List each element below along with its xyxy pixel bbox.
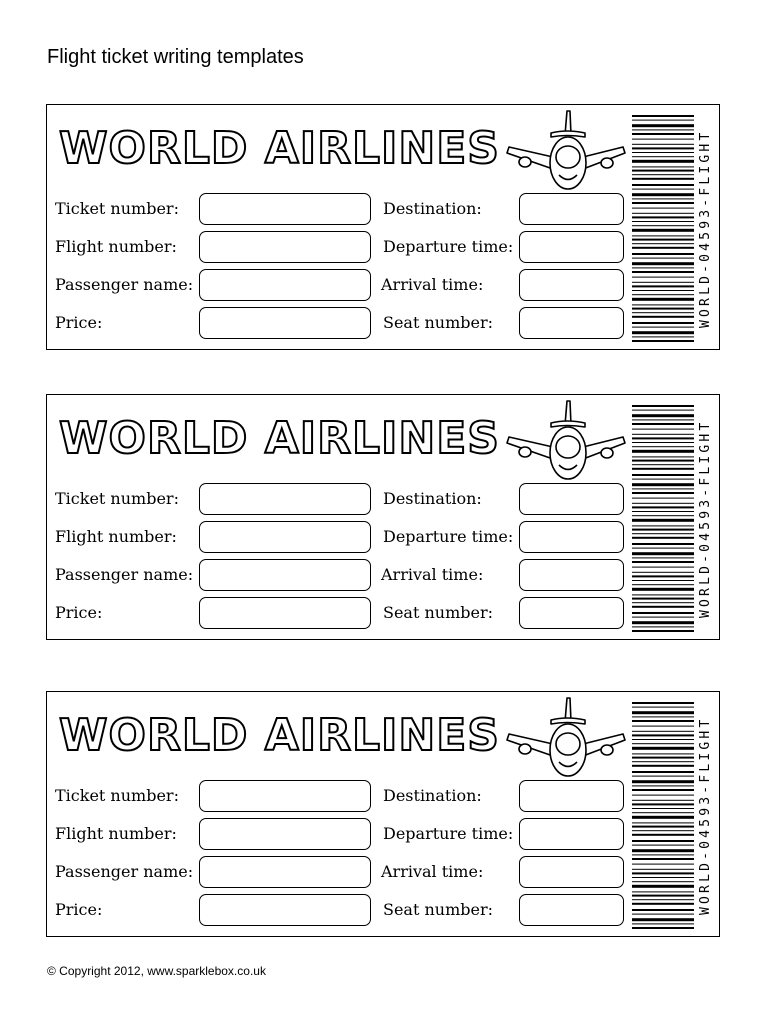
barcode-bar (632, 795, 694, 796)
barcode-bar (632, 322, 694, 324)
barcode-bar (632, 529, 694, 531)
barcode-bar (632, 410, 694, 411)
barcode-bar (632, 450, 694, 453)
barcode-bar (632, 739, 694, 740)
barcode-bar (632, 492, 694, 494)
ticket-input-right[interactable] (519, 521, 624, 553)
barcode-bar (632, 133, 694, 135)
barcode-bar (632, 537, 694, 539)
barcode-bar (632, 511, 694, 512)
barcode-bar (632, 702, 694, 704)
ticket-input-right[interactable] (519, 269, 624, 301)
ticket-input-left[interactable] (199, 231, 371, 263)
barcode-bar (632, 405, 694, 407)
barcode-bar (632, 533, 694, 534)
barcode-bar (632, 202, 694, 204)
cartoon-airplane-icon (503, 397, 627, 481)
flight-ticket (46, 691, 720, 937)
ticket-input-left[interactable] (199, 483, 371, 515)
ticket-input-left[interactable] (199, 521, 371, 553)
field-label: Seat number: (383, 900, 494, 919)
barcode-bar (632, 282, 694, 283)
barcode-bar (632, 594, 694, 595)
barcode-bar (632, 243, 694, 244)
barcode-bar (632, 213, 694, 214)
ticket-input-right[interactable] (519, 483, 624, 515)
ticket-input-right[interactable] (519, 193, 624, 225)
barcode-bar (632, 726, 694, 727)
barcode-bar (632, 707, 694, 708)
barcode-bar (632, 761, 694, 762)
barcode-bar (632, 872, 694, 874)
barcode-bar (632, 308, 694, 310)
barcode-bar (632, 483, 694, 486)
field-label: Ticket number: (55, 199, 179, 218)
field-label: Destination: (383, 786, 482, 805)
ticket-input-right[interactable] (519, 780, 624, 812)
barcode-bar (632, 711, 694, 714)
barcode-bar (632, 267, 694, 268)
barcode-bar (632, 567, 694, 568)
barcode-bar (632, 747, 694, 750)
barcode-bar (632, 239, 694, 241)
barcode-bar (632, 822, 694, 823)
flight-ticket (46, 104, 720, 350)
barcode-bar (632, 780, 694, 783)
barcode-bar (632, 602, 694, 603)
barcode-bar (632, 731, 694, 732)
barcode-bar (632, 298, 694, 301)
barcode-bar (632, 216, 694, 218)
barcode-bar (632, 927, 694, 929)
barcode-bar (632, 626, 694, 627)
barcode-bar (632, 304, 694, 305)
barcode-bar (632, 858, 694, 860)
barcode-bar (632, 557, 694, 558)
airline-name: WORLD AIRLINES (59, 710, 500, 761)
page-title: Flight ticket writing templates (47, 46, 304, 68)
field-label: Price: (55, 900, 103, 919)
barcode-bar (632, 423, 694, 425)
barcode-bar (632, 765, 694, 767)
barcode-bar (632, 776, 694, 777)
barcode-bar (632, 156, 694, 157)
barcode-bar (632, 869, 694, 870)
barcode-bar (632, 612, 694, 614)
barcode-bar (632, 816, 694, 819)
barcode-bar (632, 115, 694, 117)
barcode-bar (632, 271, 694, 273)
barcode-bar (632, 160, 694, 163)
barcode-bar (632, 312, 694, 313)
ticket-input-left[interactable] (199, 559, 371, 591)
barcode-bar (632, 229, 694, 232)
field-label: Arrival time: (381, 565, 484, 584)
barcode-bar (632, 845, 694, 846)
flight-ticket (46, 394, 720, 640)
field-label: Arrival time: (381, 862, 484, 881)
field-label: Passenger name: (55, 862, 194, 881)
barcode-bar (632, 840, 694, 842)
barcode-text: WORLD-04593-FLIGHT (698, 716, 713, 916)
barcode-bar (632, 262, 694, 265)
barcode-bar (632, 598, 694, 600)
barcode-bar (632, 881, 694, 882)
barcode-bar (632, 830, 694, 831)
ticket-input-right[interactable] (519, 597, 624, 629)
cartoon-airplane-icon (503, 694, 627, 778)
barcode-bar (632, 909, 694, 911)
field-label: Ticket number: (55, 489, 179, 508)
barcode-bar (632, 895, 694, 897)
ticket-input-right[interactable] (519, 307, 624, 339)
barcode-bar (632, 525, 694, 526)
barcode-bar (632, 548, 694, 549)
barcode-bar (632, 488, 694, 489)
field-label: Departure time: (383, 527, 514, 546)
barcode-bar (632, 515, 694, 516)
barcode-bar (632, 221, 694, 222)
barcode-bar (632, 198, 694, 199)
barcode-bar (632, 147, 694, 149)
barcode-bar (632, 139, 694, 140)
barcode-bar (632, 543, 694, 545)
barcode-bar (632, 208, 694, 209)
barcode-bar (632, 743, 694, 744)
barcode-bar (632, 803, 694, 805)
barcode-bar (632, 253, 694, 255)
field-label: Seat number: (383, 313, 494, 332)
barcode-bar (632, 734, 694, 736)
barcode-bar (632, 923, 694, 924)
ticket-input-left[interactable] (199, 269, 371, 301)
barcode-text: WORLD-04593-FLIGHT (698, 129, 713, 329)
barcode-bar (632, 235, 694, 236)
barcode-bar (632, 617, 694, 618)
airline-name: WORLD AIRLINES (59, 413, 500, 464)
barcode-icon (632, 405, 694, 633)
ticket-input-right[interactable] (519, 559, 624, 591)
barcode-bar (632, 474, 694, 476)
barcode-bar (632, 899, 694, 900)
ticket-input-left[interactable] (199, 856, 371, 888)
field-label: Flight number: (55, 527, 177, 546)
field-label: Departure time: (383, 237, 514, 256)
ticket-input-right[interactable] (519, 894, 624, 926)
ticket-input-left[interactable] (199, 780, 371, 812)
barcode-bar (632, 144, 694, 145)
barcode-bar (632, 789, 694, 791)
barcode-bar (632, 290, 694, 291)
barcode-bar (632, 446, 694, 447)
barcode-bar (632, 552, 694, 555)
barcode-bar (632, 561, 694, 563)
barcode-bar (632, 327, 694, 328)
barcode-bar (632, 891, 694, 892)
barcode-bar (632, 419, 694, 420)
barcode-icon (632, 702, 694, 930)
cartoon-airplane-icon (503, 107, 627, 191)
field-label: Passenger name: (55, 565, 194, 584)
barcode-bar (632, 225, 694, 226)
barcode-bar (632, 918, 694, 921)
field-label: Ticket number: (55, 786, 179, 805)
barcode-bar (632, 178, 694, 180)
barcode-bar (632, 519, 694, 522)
barcode-bar (632, 129, 694, 130)
barcode-bar (632, 808, 694, 809)
barcode-bar (632, 247, 694, 249)
ticket-input-left[interactable] (199, 307, 371, 339)
barcode-bar (632, 437, 694, 439)
barcode-bar (632, 753, 694, 754)
barcode-bar (632, 166, 694, 167)
barcode-bar (632, 285, 694, 287)
ticket-input-right[interactable] (519, 856, 624, 888)
barcode-bar (632, 294, 694, 295)
barcode-bar (632, 331, 694, 334)
barcode-bar (632, 621, 694, 624)
barcode-bar (632, 414, 694, 417)
ticket-input-left[interactable] (199, 894, 371, 926)
ticket-input-left[interactable] (199, 818, 371, 850)
barcode-bar (632, 800, 694, 801)
barcode-bar (632, 189, 694, 190)
barcode-bar (632, 914, 694, 915)
field-label: Destination: (383, 489, 482, 508)
field-label: Price: (55, 313, 103, 332)
barcode-bar (632, 584, 694, 585)
barcode-bar (632, 464, 694, 465)
barcode-bar (632, 834, 694, 836)
barcode-icon (632, 115, 694, 343)
ticket-input-right[interactable] (519, 818, 624, 850)
airline-name: WORLD AIRLINES (59, 123, 500, 174)
barcode-bar (632, 903, 694, 905)
barcode-bar (632, 503, 694, 504)
barcode-bar (632, 849, 694, 852)
barcode-bar (632, 588, 694, 591)
barcode-bar (632, 572, 694, 573)
barcode-bar (632, 826, 694, 828)
barcode-bar (632, 468, 694, 470)
barcode-bar (632, 152, 694, 153)
barcode-bar (632, 120, 694, 121)
barcode-bar (632, 877, 694, 878)
barcode-bar (632, 336, 694, 337)
barcode-bar (632, 429, 694, 430)
barcode-bar (632, 630, 694, 632)
barcode-bar (632, 580, 694, 581)
barcode-bar (632, 442, 694, 443)
barcode-bar (632, 184, 694, 186)
ticket-input-right[interactable] (519, 231, 624, 263)
field-label: Arrival time: (381, 275, 484, 294)
field-label: Flight number: (55, 824, 177, 843)
barcode-bar (632, 316, 694, 318)
barcode-bar (632, 434, 694, 435)
ticket-input-left[interactable] (199, 193, 371, 225)
barcode-bar (632, 277, 694, 278)
field-label: Flight number: (55, 237, 177, 256)
barcode-bar (632, 854, 694, 855)
barcode-bar (632, 479, 694, 480)
barcode-bar (632, 864, 694, 865)
barcode-bar (632, 498, 694, 499)
barcode-bar (632, 606, 694, 608)
barcode-bar (632, 575, 694, 577)
barcode-bar (632, 456, 694, 457)
barcode-bar (632, 812, 694, 813)
field-label: Destination: (383, 199, 482, 218)
ticket-input-left[interactable] (199, 597, 371, 629)
barcode-bar (632, 124, 694, 127)
field-label: Passenger name: (55, 275, 194, 294)
copyright-notice: © Copyright 2012, www.sparklebox.co.uk (47, 964, 266, 978)
barcode-bar (632, 757, 694, 759)
barcode-bar (632, 258, 694, 259)
barcode-bar (632, 460, 694, 462)
barcode-bar (632, 771, 694, 773)
barcode-bar (632, 506, 694, 508)
barcode-bar (632, 885, 694, 888)
barcode-bar (632, 785, 694, 786)
barcode-text: WORLD-04593-FLIGHT (698, 419, 713, 619)
barcode-bar (632, 720, 694, 722)
barcode-bar (632, 340, 694, 342)
barcode-bar (632, 170, 694, 172)
barcode-bar (632, 193, 694, 196)
barcode-bar (632, 174, 694, 175)
field-label: Seat number: (383, 603, 494, 622)
barcode-bar (632, 716, 694, 717)
field-label: Price: (55, 603, 103, 622)
field-label: Departure time: (383, 824, 514, 843)
